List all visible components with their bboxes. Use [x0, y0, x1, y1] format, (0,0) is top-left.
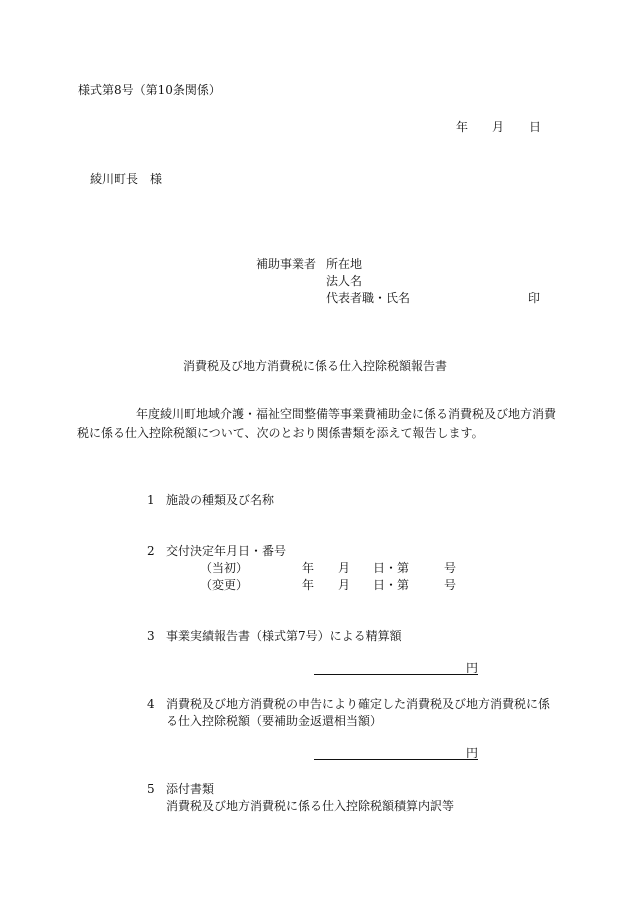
corp-name-label: 法人名	[326, 274, 363, 288]
row-initial-day: 日・第	[373, 561, 410, 575]
intro-line-2: 税に係る仕入控除税額について、次のとおり関係書類を添えて報告します。	[77, 426, 484, 440]
date-day: 日	[529, 120, 542, 134]
row-initial-year: 年	[302, 561, 315, 575]
item-4-amount-line	[314, 759, 478, 760]
document-title: 消費税及び地方消費税に係る仕入控除税額報告書	[183, 359, 448, 373]
item-3-amount-line	[314, 674, 478, 675]
row-changed-year: 年	[302, 578, 315, 592]
item-4-number: 4	[147, 697, 155, 711]
row-changed-day: 日・第	[373, 578, 410, 592]
seal-mark: 印	[528, 291, 541, 305]
item-3-unit: 円	[466, 661, 479, 675]
row-initial-label: （当初）	[200, 561, 249, 575]
item-2-number: 2	[147, 544, 155, 558]
intro-line-1: 年度綾川町地域介護・福祉空間整備等事業費補助金に係る消費税及び地方消費	[136, 407, 557, 421]
item-4-line-1: 消費税及び地方消費税の申告により確定した消費税及び地方消費税に係	[166, 697, 551, 711]
row-initial-month: 月	[338, 561, 351, 575]
representative-label: 代表者職・氏名	[326, 291, 411, 305]
item-3-text: 事業実績報告書（様式第7号）による精算額	[166, 629, 402, 643]
item-5-text: 添付書類	[166, 782, 215, 796]
applicant-label: 補助事業者	[256, 257, 317, 271]
row-initial-no: 号	[444, 561, 457, 575]
item-5-number: 5	[147, 782, 155, 796]
item-1-text: 施設の種類及び名称	[166, 493, 275, 507]
row-changed-no: 号	[444, 578, 457, 592]
row-changed-month: 月	[338, 578, 351, 592]
address-label: 所在地	[326, 257, 363, 271]
item-5-detail: 消費税及び地方消費税に係る仕入控除税額積算内訳等	[166, 799, 455, 813]
date-year: 年	[456, 120, 469, 134]
row-changed-label: （変更）	[200, 578, 249, 592]
date-month: 月	[492, 120, 505, 134]
item-4-line-2: る仕入控除税額（要補助金返還相当額）	[166, 714, 383, 728]
item-1-number: 1	[147, 493, 155, 507]
item-4-unit: 円	[466, 746, 479, 760]
form-number: 様式第8号（第10条関係）	[78, 83, 221, 97]
item-3-number: 3	[147, 629, 155, 643]
item-2-text: 交付決定年月日・番号	[166, 544, 287, 558]
addressee: 綾川町長 様	[90, 172, 163, 186]
